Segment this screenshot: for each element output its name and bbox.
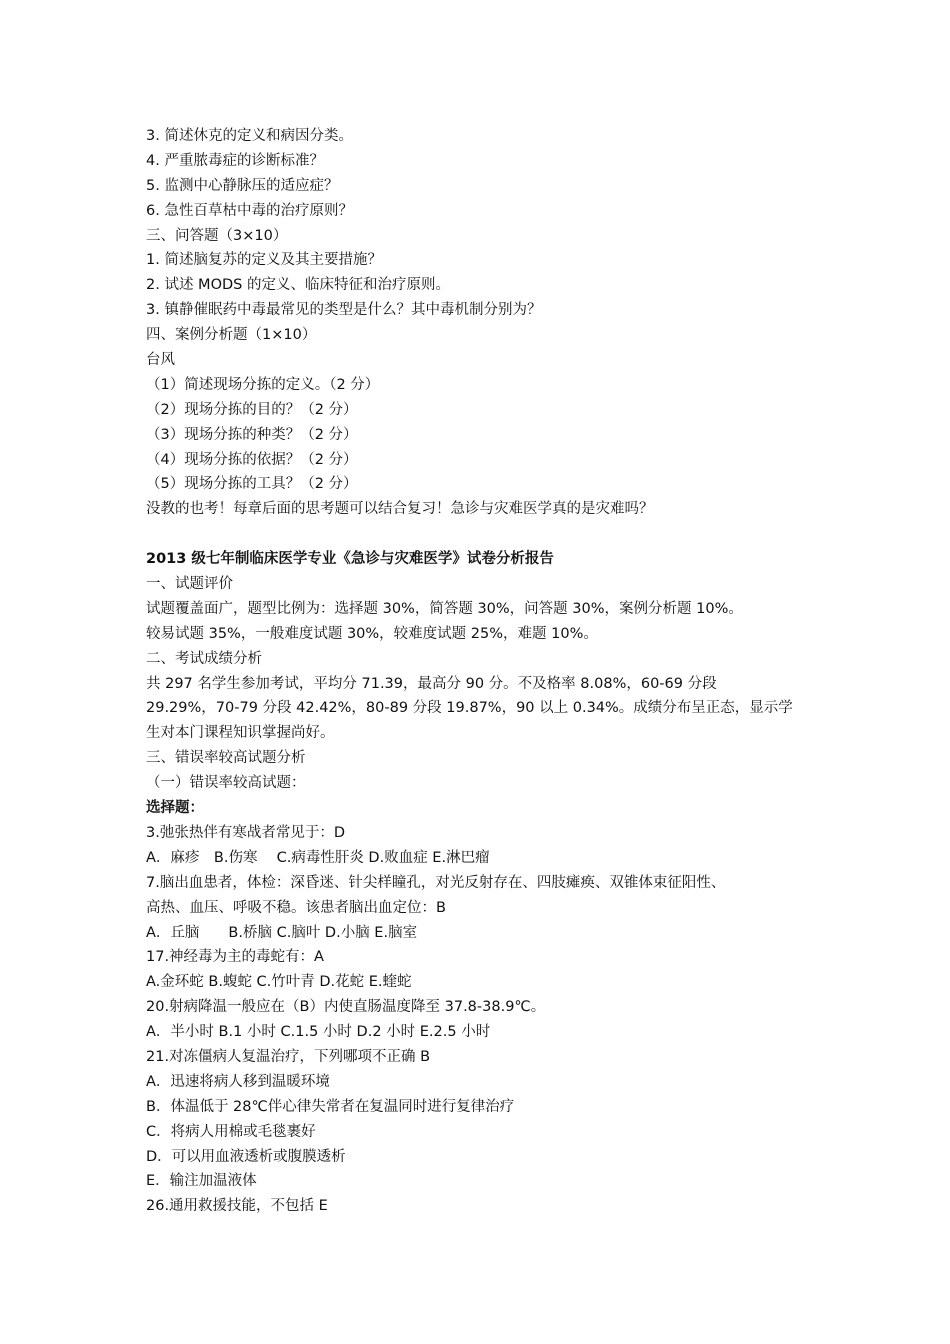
text-line: 生对本门课程知识掌握尚好。	[146, 725, 335, 742]
section-heading: 一、试题评价	[146, 576, 233, 593]
section-heading: 二、考试成绩分析	[146, 650, 262, 667]
option-line: D．可以用血液透析或腹膜透析	[146, 1148, 346, 1165]
options-line: A．半小时 B.1 小时 C.1.5 小时 D.2 小时 E.2.5 小时	[146, 1024, 491, 1041]
text-line: （4）现场分拣的依据？（2 分）	[146, 451, 358, 468]
question-line: 21.对冻僵病人复温治疗，下列哪项不正确 B	[146, 1048, 431, 1065]
options-line: A.金环蛇 B.蝮蛇 C.竹叶青 D.花蛇 E.蝰蛇	[146, 974, 412, 991]
text-line: （一）错误率较高试题：	[146, 775, 306, 792]
document-body	[146, 124, 826, 1219]
question-line: 3.弛张热伴有寒战者常见于：D	[146, 824, 345, 841]
question-line: 17.神经毒为主的毒蛇有：A	[146, 949, 324, 966]
text-line: （5）现场分拣的工具？（2 分）	[146, 476, 358, 493]
report-title: 2013 级七年制临床医学专业《急诊与灾难医学》试卷分析报告	[146, 551, 554, 568]
text-line: 6. 急性百草枯中毒的治疗原则？	[146, 202, 353, 219]
text-line: 3. 简述休克的定义和病因分类。	[146, 128, 353, 144]
text-line: 共 297 名学生参加考试，平均分 71.39，最高分 90 分。不及格率 8.08%，60-69 分段	[146, 675, 717, 692]
option-line: C．将病人用棉或毛毯裹好	[146, 1123, 316, 1140]
option-line: B．体温低于 28℃伴心律失常者在复温同时进行复律治疗	[146, 1098, 515, 1115]
options-line: A．麻疹 B.伤寒 C.病毒性肝炎 D.败血症 E.淋巴瘤	[146, 849, 490, 866]
question-line: 20.射病降温一般应在（B）内使直肠温度降至 37.8-38.9℃。	[146, 999, 546, 1016]
options-line: A．丘脑 B.桥脑 C.脑叶 D.小脑 E.脑室	[146, 924, 418, 941]
text-line: 1. 简述脑复苏的定义及其主要措施？	[146, 252, 382, 269]
subsection-heading: 选择题：	[146, 800, 204, 817]
text-line: 4. 严重脓毒症的诊断标准？	[146, 152, 324, 169]
option-line: A．迅速将病人移到温暖环境	[146, 1073, 330, 1090]
text-line: （2）现场分拣的目的？（2 分）	[146, 401, 358, 418]
text-line: 29.29%，70-79 分段 42.42%，80-89 分段 19.87%，90 以上 0.34%。成绩分布呈正态，显示学	[146, 700, 793, 717]
text-line: 台风	[146, 352, 175, 369]
text-line: 较易试题 35%，一般难度试题 30%，较难度试题 25%，难题 10%。	[146, 625, 598, 642]
text-line: 没教的也考！每章后面的思考题可以结合复习！急诊与灾难医学真的是灾难吗？	[146, 501, 654, 518]
text-line: 5. 监测中心静脉压的适应症？	[146, 177, 339, 194]
option-line: E．输注加温液体	[146, 1173, 257, 1190]
section-heading: 四、案例分析题（1×10）	[146, 327, 317, 344]
text-line: 试题覆盖面广，题型比例为：选择题 30%，简答题 30%，问答题 30%，案例分析题 10%。	[146, 600, 743, 617]
section-heading: 三、错误率较高试题分析	[146, 750, 306, 767]
text-line: 2. 试述 MODS 的定义、临床特征和治疗原则。	[146, 277, 450, 294]
question-line: 7.脑出血患者，体检：深昏迷、针尖样瞳孔，对光反射存在、四肢瘫痪、双锥体束征阳性、	[146, 874, 726, 891]
text-line: （1）简述现场分拣的定义。（2 分）	[146, 376, 380, 393]
question-line: 26.通用救援技能，不包括 E	[146, 1198, 328, 1215]
text-line: 3. 镇静催眠药中毒最常见的类型是什么？其中毒机制分别为？	[146, 302, 542, 319]
question-line: 高热、血压、呼吸不稳。该患者脑出血定位：B	[146, 899, 446, 916]
section-heading: 三、问答题（3×10）	[146, 227, 288, 244]
text-line: （3）现场分拣的种类？（2 分）	[146, 426, 358, 443]
